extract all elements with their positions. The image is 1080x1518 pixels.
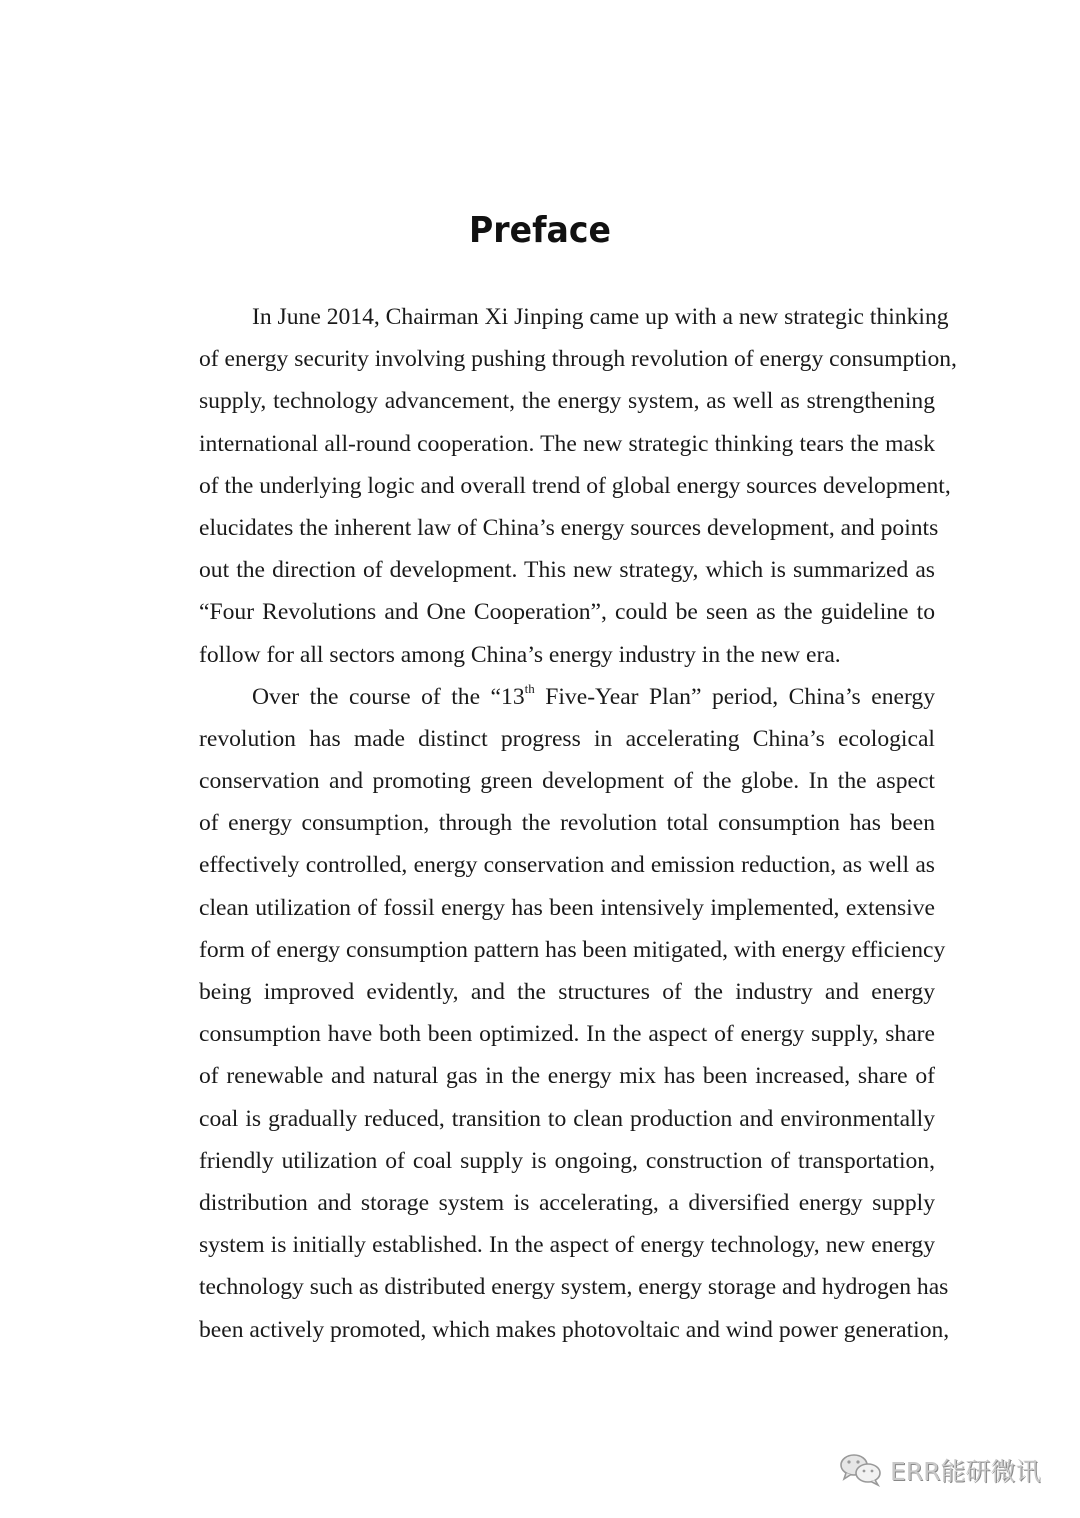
paragraph-1 — [146, 296, 957, 676]
text-line: technology such as distributed energy system, energy storage and hydrogen has — [199, 1274, 949, 1301]
text-line: distribution and storage system is accelerating, a diversified energy supply — [199, 1189, 935, 1216]
text-line-with-superscript — [146, 676, 935, 718]
text-line: effectively controlled, energy conservation and emission reduction, as well as — [199, 852, 935, 879]
text-line: elucidates the inherent law of China’s energy sources development, and points — [199, 514, 939, 541]
text-line: conservation and promoting green development of the globe. In the aspect — [199, 768, 935, 795]
text-line: “Four Revolutions and One Cooperation”, could be seen as the guideline to — [199, 599, 935, 626]
text-line: international all-round cooperation. The new strategic thinking tears the mask — [199, 430, 935, 457]
text-line: friendly utilization of coal supply is ongoing, construction of transportation, — [199, 1147, 935, 1174]
wechat-icon — [838, 1452, 884, 1488]
text-line: follow for all sectors among China’s energy industry in the new era. — [199, 641, 841, 668]
text-line: been actively promoted, which makes photovoltaic and wind power generation, — [199, 1316, 950, 1343]
text-line: being improved evidently, and the structures of the industry and energy — [199, 979, 935, 1005]
text-fragment: Five-Year Plan” period, China’s energy — [534, 683, 935, 710]
text-line: of energy consumption, through the revolution total consumption has been — [199, 810, 935, 837]
text-line: out the direction of development. This new strategy, which is summarized as — [199, 557, 935, 584]
text-line: revolution has made distinct progress in accelerating China’s ecological — [199, 725, 935, 752]
text-line: In June 2014, Chairman Xi Jinping came up with a new strategic thinking — [252, 304, 949, 330]
body-text — [146, 296, 957, 1351]
text-line: clean utilization of fossil energy has been intensively implemented, extensive — [199, 894, 935, 921]
text-fragment: Over the course of the “13 — [252, 683, 525, 710]
page-title: Preface — [469, 210, 611, 251]
superscript-ordinal: th — [524, 680, 535, 696]
text-line: of the underlying logic and overall trend of global energy sources development, — [199, 472, 951, 499]
paragraph-2 — [146, 676, 950, 1351]
text-line: supply, technology advancement, the energy system, as well as strengthening — [199, 388, 935, 415]
watermark — [838, 1450, 1041, 1490]
text-line: form of energy consumption pattern has been mitigated, with energy efficiency — [199, 936, 946, 963]
text-line: consumption have both been optimized. In the aspect of energy supply, share — [199, 1021, 935, 1048]
text-line: system is initially established. In the aspect of energy technology, new energy — [199, 1232, 935, 1259]
text-line: of energy security involving pushing through revolution of energy consumption, — [199, 346, 957, 373]
text-line: of renewable and natural gas in the energy mix has been increased, share of — [199, 1063, 935, 1090]
watermark-text: ERR能研微讯 — [890, 1457, 1041, 1486]
text-line: coal is gradually reduced, transition to clean production and environmentally — [199, 1105, 935, 1132]
